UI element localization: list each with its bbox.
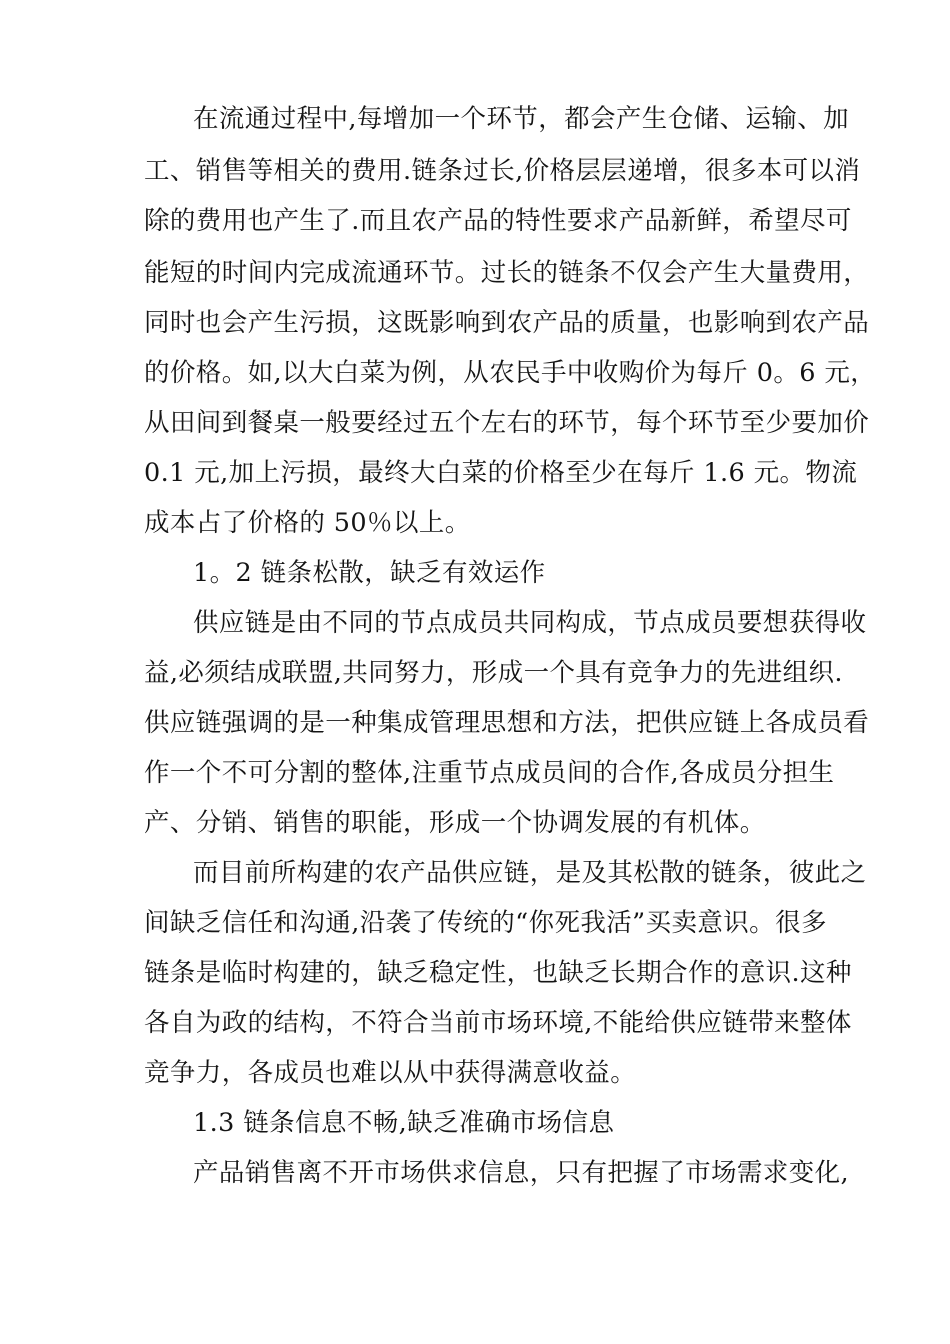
text-line: 能短的时间内完成流通环节。过长的链条不仅会产生大量费用， xyxy=(144,258,870,288)
text-line: 0.1 元,加上污损，最终大白菜的价格至少在每斤 1.6 元。物流 xyxy=(144,458,858,488)
section-heading: 1.3 链条信息不畅,缺乏准确市场信息 xyxy=(193,1108,615,1138)
text-line: 同时也会产生污损，这既影响到农产品的质量，也影响到农产品 xyxy=(144,308,870,338)
text-line: 竞争力，各成员也难以从中获得满意收益。 xyxy=(144,1058,637,1088)
text-line: 在流通过程中,每增加一个环节，都会产生仓储、运输、加 xyxy=(193,104,850,134)
text-line: 产、分销、销售的职能，形成一个协调发展的有机体。 xyxy=(144,808,766,838)
text-line: 各自为政的结构，不符合当前市场环境,不能给供应链带来整体 xyxy=(144,1008,852,1038)
text-line: 链条是临时构建的，缺乏稳定性，也缺乏长期合作的意识.这种 xyxy=(144,958,852,988)
text-line: 供应链强调的是一种集成管理思想和方法，把供应链上各成员看 xyxy=(144,708,870,738)
text-line: 间缺乏信任和沟通,沿袭了传统的“你死我活”买卖意识。很多 xyxy=(144,908,827,938)
text-line: 产品销售离不开市场供求信息，只有把握了市场需求变化, xyxy=(193,1158,850,1188)
section-heading: 1。2 链条松散，缺乏有效运作 xyxy=(193,558,546,588)
text-line: 益,必须结成联盟,共同努力，形成一个具有竞争力的先进组织. xyxy=(144,658,843,688)
text-line: 从田间到餐桌一般要经过五个左右的环节，每个环节至少要加价 xyxy=(144,408,870,438)
text-line: 供应链是由不同的节点成员共同构成，节点成员要想获得收 xyxy=(193,608,867,638)
text-line: 而目前所构建的农产品供应链，是及其松散的链条，彼此之 xyxy=(193,858,867,888)
text-line: 工、销售等相关的费用.链条过长,价格层层递增，很多本可以消 xyxy=(144,156,861,186)
text-line: 作一个不可分割的整体,注重节点成员间的合作,各成员分担生 xyxy=(144,758,835,788)
text-line: 的价格。如,以大白菜为例，从农民手中收购价为每斤 0。6 元， xyxy=(144,358,877,388)
text-line: 除的费用也产生了.而且农产品的特性要求产品新鲜，希望尽可 xyxy=(144,206,852,236)
text-line: 成本占了价格的 50％以上。 xyxy=(144,508,471,538)
